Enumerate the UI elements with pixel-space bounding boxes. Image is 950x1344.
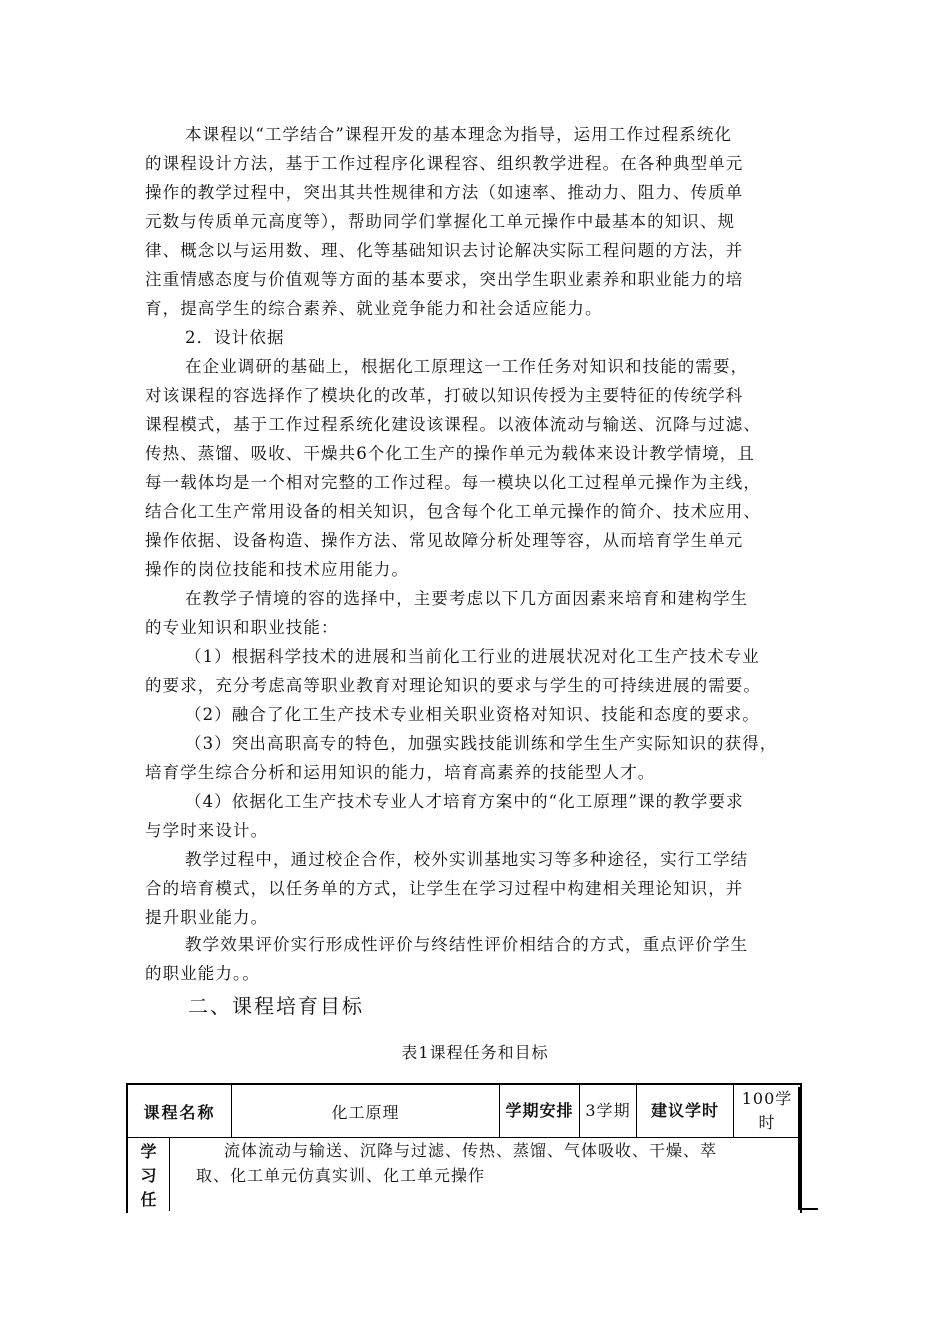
text-line: 操作的教学过程中，突出其共性规律和方法（如速率、推动力、阻力、传质单 — [145, 183, 744, 202]
text-line: 元数与传质单元高度等），帮助同学们掌握化工单元操作中最基本的知识、规 — [145, 212, 736, 231]
table-border-decoration — [798, 1208, 818, 1210]
tasks-value — [184, 1138, 784, 1188]
text-line: 的专业知识和职业技能： — [145, 618, 339, 637]
text-line: （4）依据化工生产技术专业人才培育方案中的“化工原理”课的教学要求 — [185, 792, 744, 811]
semester-value: 3学期 — [580, 1085, 637, 1137]
text-line: 取、化工单元仿真实训、化工单元操作 — [196, 1166, 486, 1185]
text-line: （3）突出高职高专的特色，加强实践技能训练和学生生产实际知识的获得， — [185, 734, 778, 753]
list-item-2 — [145, 700, 815, 729]
text-line: 操作依据、设备构造、操作方法、常见故障分析处理等容，从而培育学生单元 — [145, 531, 744, 550]
text-line: （2）融合了化工生产技术专业相关职业资格对知识、技能和态度的要求。 — [185, 705, 760, 724]
list-item-4 — [145, 787, 815, 845]
text-line: 律、概念以与运用数、理、化等基础知识去讨论解决实际工程问题的方法，并 — [145, 241, 744, 260]
text-line: 育，提高学生的综合素养、就业竞争能力和社会适应能力。 — [145, 299, 603, 318]
course-name-label: 课程名称 — [128, 1085, 232, 1137]
course-table — [126, 1083, 802, 1213]
subheading-design-basis — [145, 323, 815, 352]
text-line: 在企业调研的基础上，根据化工原理这一工作任务对知识和技能的需要， — [185, 357, 749, 376]
text-line: 与学时来设计。 — [145, 821, 269, 840]
course-name-value: 化工原理 — [232, 1085, 500, 1137]
paragraph-evaluation — [145, 930, 815, 988]
text-line: 的课程设计方法，基于工作过程序化课程容、组织教学进程。在各种典型单元 — [145, 154, 744, 173]
hours-value: 100学时 — [741, 1089, 793, 1132]
text-line: 提升职业能力。 — [145, 908, 269, 927]
paragraph-design-basis — [145, 352, 815, 584]
table-row — [128, 1085, 800, 1138]
text-line: 合的培育模式，以任务单的方式，让学生在学习过程中构建相关理论知识，并 — [145, 879, 744, 898]
text-line: 教学效果评价实行形成性评价与终结性评价相结合的方式，重点评价学生 — [185, 935, 749, 954]
table-border-decoration — [798, 1087, 801, 1210]
text-line: 的要求，充分考虑高等职业教育对理论知识的要求与学生的可持续进展的需要。 — [145, 676, 761, 695]
text-line: 每一载体均是一个相对完整的工作过程。每一模块以化工过程单元操作为主线， — [145, 473, 761, 492]
text-line: 结合化工生产常用设备的相关知识，包含每个化工单元操作的简介、技术应用、 — [145, 502, 761, 521]
text-line: 课程模式，基于工作过程系统化建设该课程。以液体流动与输送、沉降与过滤、 — [145, 415, 761, 434]
paragraph-intro — [145, 120, 815, 323]
paragraph-content-selection — [145, 584, 815, 642]
text-line: 流体流动与输送、沉降与过滤、传热、蒸馏、气体吸收、干燥、萃 — [224, 1141, 718, 1160]
text-line: 本课程以“工学结合”课程开发的基本理念为指导，运用工作过程系统化 — [185, 125, 733, 144]
text-line: 培育学生综合分析和运用知识的能力，培育高素养的技能型人才。 — [145, 763, 656, 782]
text-line: 的职业能力。。 — [145, 964, 260, 983]
text-line: 对该课程的容选择作了模块化的改革，打破以知识传授为主要特征的传统学科 — [145, 386, 744, 405]
semester-label: 学期安排 — [500, 1085, 580, 1137]
section-heading: 二、课程培育目标 — [188, 994, 364, 1018]
text-line: 操作的岗位技能和技术应用能力。 — [145, 560, 409, 579]
tasks-label: 学 习 任 — [128, 1138, 170, 1211]
text-line: （1）根据科学技术的进展和当前化工行业的进展状况对化工生产技术专业 — [185, 647, 760, 666]
text-line: 在教学子情境的容的选择中，主要考虑以下几方面因素来培育和建构学生 — [185, 589, 749, 608]
list-item-3 — [145, 729, 815, 787]
subheading-text: 2．设计依据 — [185, 328, 285, 347]
text-line: 教学过程中，通过校企合作，校外实训基地实习等多种途径，实行工学结 — [185, 850, 749, 869]
table-caption: 表1课程任务和目标 — [401, 1043, 549, 1062]
hours-label: 建议学时 — [637, 1085, 734, 1137]
text-line: 注重情感态度与价值观等方面的基本要求，突出学生职业素养和职业能力的培 — [145, 270, 744, 289]
list-item-1 — [145, 642, 815, 700]
text-line: 传热、蒸馏、吸收、干燥共6个化工生产的操作单元为载体来设计教学情境，且 — [145, 444, 755, 463]
paragraph-teaching-process — [145, 845, 815, 932]
